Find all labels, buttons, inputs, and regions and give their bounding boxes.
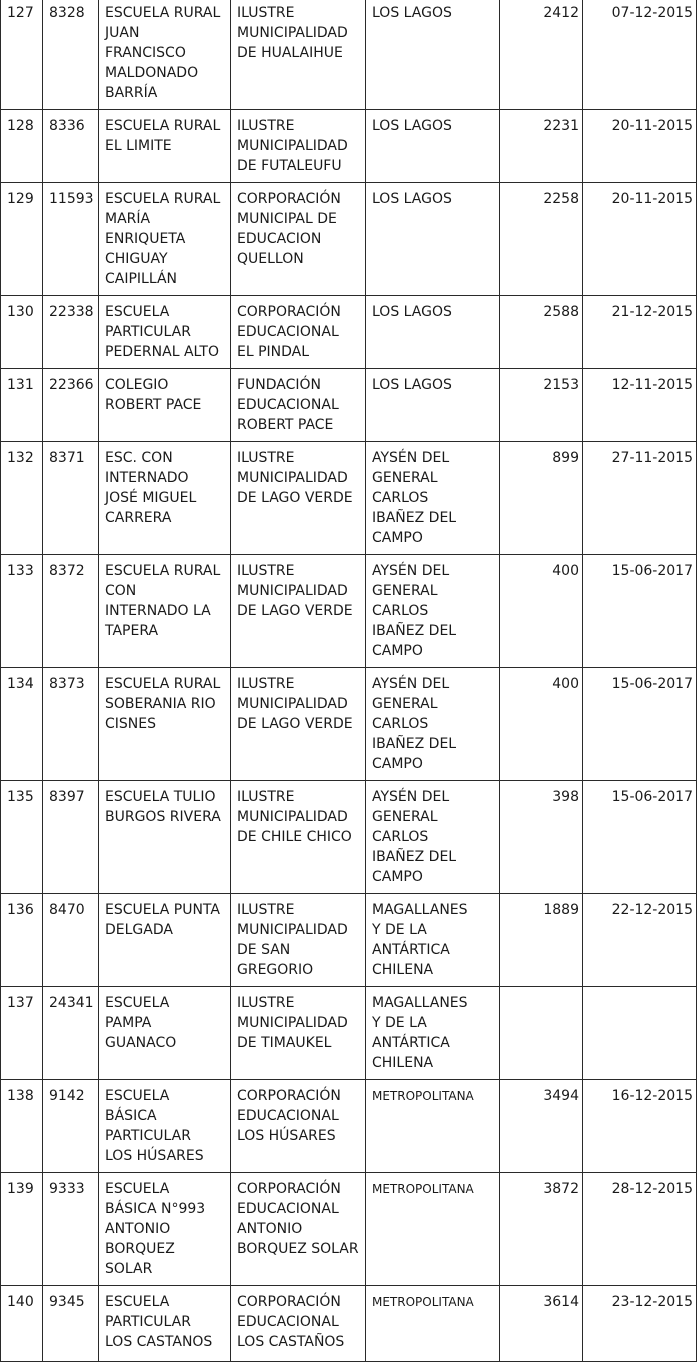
- date-cell: 15-06-2017: [583, 555, 697, 668]
- region-cell-line: ANTÁRTICA: [372, 942, 450, 958]
- owner-name-cell: [231, 668, 366, 781]
- region-cell-line: CHILENA: [372, 962, 434, 978]
- owner-name-cell-line: ILUSTRE: [237, 118, 295, 134]
- region-cell-line: CAMPO: [372, 643, 423, 659]
- table-row: [1, 296, 697, 369]
- date-cell: 20-11-2015: [583, 110, 697, 183]
- owner-name-cell: [231, 1286, 366, 1362]
- region-cell-line: IBAÑEZ DEL: [372, 849, 457, 865]
- rbd-code-cell: 8470: [43, 894, 99, 987]
- row-number-cell: 138: [1, 1080, 43, 1173]
- date-cell: 23-12-2015: [583, 1286, 697, 1362]
- region-cell: [366, 1286, 500, 1362]
- region-cell: [366, 0, 500, 110]
- row-number-cell: 132: [1, 442, 43, 555]
- owner-name-cell-line: CORPORACIÓN: [237, 191, 341, 207]
- table-row: [1, 0, 697, 110]
- school-name-cell-line: SOBERANIA RIO: [105, 696, 216, 712]
- region-cell: [366, 442, 500, 555]
- row-number-cell: 139: [1, 1173, 43, 1286]
- school-name-cell-line: JUAN: [105, 25, 140, 41]
- row-number-cell: 135: [1, 781, 43, 894]
- region-cell-line: LOS LAGOS: [372, 5, 452, 21]
- owner-name-cell-line: ILUSTRE: [237, 450, 295, 466]
- owner-name-cell-line: QUELLON: [237, 251, 304, 267]
- owner-name-cell-line: BORQUEZ SOLAR: [237, 1241, 359, 1257]
- table-row: [1, 1080, 697, 1173]
- school-name-cell-line: GUANACO: [105, 1035, 177, 1051]
- row-number-cell: 140: [1, 1286, 43, 1362]
- school-name-cell-line: ESCUELA RURAL: [105, 5, 221, 21]
- school-name-cell-line: BÁSICA N°993: [105, 1201, 206, 1217]
- school-name-cell: [99, 668, 231, 781]
- region-cell-line: CARLOS: [372, 603, 429, 619]
- owner-name-cell: [231, 183, 366, 296]
- school-name-cell-line: ESCUELA PUNTA: [105, 902, 220, 918]
- region-cell-line: GENERAL: [372, 583, 438, 599]
- owner-name-cell-line: MUNICIPAL DE: [237, 211, 337, 227]
- region-cell-line: IBAÑEZ DEL: [372, 623, 457, 639]
- region-cell-line: LOS LAGOS: [372, 118, 452, 134]
- date-cell: 12-11-2015: [583, 369, 697, 442]
- date-cell: [583, 987, 697, 1080]
- table-row: [1, 555, 697, 668]
- region-cell-line: GENERAL: [372, 696, 438, 712]
- enrollment-cell: 1889: [500, 894, 583, 987]
- owner-name-cell-line: DE LAGO VERDE: [237, 716, 353, 732]
- region-cell: [366, 555, 500, 668]
- region-cell-line: AYSÉN DEL: [372, 676, 450, 692]
- school-name-cell-line: BARRÍA: [105, 85, 158, 101]
- date-cell: 16-12-2015: [583, 1080, 697, 1173]
- school-name-cell-line: PEDERNAL ALTO: [105, 344, 219, 360]
- school-name-cell-line: INTERNADO LA: [105, 603, 211, 619]
- school-name-cell: [99, 894, 231, 987]
- owner-name-cell-line: GREGORIO: [237, 962, 314, 978]
- owner-name-cell-line: EDUCACIONAL: [237, 397, 339, 413]
- region-cell-line: ANTÁRTICA: [372, 1035, 450, 1051]
- region-cell-line: IBAÑEZ DEL: [372, 736, 457, 752]
- enrollment-cell: [500, 987, 583, 1080]
- rbd-code-cell: 11593: [43, 183, 99, 296]
- enrollment-cell: 2231: [500, 110, 583, 183]
- region-cell-line: IBAÑEZ DEL: [372, 510, 457, 526]
- region-cell-line: CAMPO: [372, 756, 423, 772]
- school-name-cell-line: LOS CASTANOS: [105, 1334, 213, 1350]
- region-cell-line: GENERAL: [372, 809, 438, 825]
- region-cell-line: CAMPO: [372, 530, 423, 546]
- enrollment-cell: 400: [500, 555, 583, 668]
- row-number-cell: 129: [1, 183, 43, 296]
- school-name-cell-line: INTERNADO: [105, 470, 189, 486]
- owner-name-cell: [231, 555, 366, 668]
- region-cell-line: CAMPO: [372, 869, 423, 885]
- rbd-code-cell: 8372: [43, 555, 99, 668]
- date-cell: 27-11-2015: [583, 442, 697, 555]
- region-cell: [366, 781, 500, 894]
- table-body: [1, 0, 697, 1362]
- row-number-cell: 128: [1, 110, 43, 183]
- school-name-cell-line: ESCUELA: [105, 304, 170, 320]
- region-cell: [366, 1173, 500, 1286]
- rbd-code-cell: 8371: [43, 442, 99, 555]
- region-cell: [366, 894, 500, 987]
- owner-name-cell: [231, 296, 366, 369]
- owner-name-cell-line: EDUCACIONAL: [237, 324, 339, 340]
- rbd-code-cell: 22338: [43, 296, 99, 369]
- school-name-cell-line: JOSÉ MIGUEL: [105, 490, 197, 506]
- owner-name-cell-line: EDUCACION: [237, 231, 322, 247]
- school-name-cell: [99, 369, 231, 442]
- region-cell-line: CARLOS: [372, 490, 429, 506]
- table-row: [1, 987, 697, 1080]
- region-cell: [366, 1080, 500, 1173]
- school-name-cell-line: MALDONADO: [105, 65, 199, 81]
- date-cell: 28-12-2015: [583, 1173, 697, 1286]
- date-cell: 21-12-2015: [583, 296, 697, 369]
- table-row: [1, 1173, 697, 1286]
- school-name-cell-line: COLEGIO: [105, 377, 169, 393]
- owner-name-cell: [231, 110, 366, 183]
- rbd-code-cell: 9142: [43, 1080, 99, 1173]
- row-number-cell: 131: [1, 369, 43, 442]
- school-name-cell: [99, 110, 231, 183]
- owner-name-cell-line: CORPORACIÓN: [237, 1088, 341, 1104]
- rbd-code-cell: 9345: [43, 1286, 99, 1362]
- enrollment-cell: 2153: [500, 369, 583, 442]
- row-number-cell: 127: [1, 0, 43, 110]
- region-cell-line: METROPOLITANA: [372, 1182, 474, 1196]
- row-number-cell: 136: [1, 894, 43, 987]
- owner-name-cell: [231, 0, 366, 110]
- table-row: [1, 1286, 697, 1362]
- school-name-cell-line: CISNES: [105, 716, 156, 732]
- owner-name-cell-line: EDUCACIONAL: [237, 1314, 339, 1330]
- owner-name-cell-line: ILUSTRE: [237, 676, 295, 692]
- owner-name-cell-line: ROBERT PACE: [237, 417, 334, 433]
- owner-name-cell-line: MUNICIPALIDAD: [237, 1015, 348, 1031]
- owner-name-cell: [231, 781, 366, 894]
- school-name-cell-line: ESCUELA RURAL: [105, 563, 221, 579]
- date-cell: 15-06-2017: [583, 668, 697, 781]
- owner-name-cell-line: DE CHILE CHICO: [237, 829, 352, 845]
- school-name-cell: [99, 1286, 231, 1362]
- enrollment-cell: 3872: [500, 1173, 583, 1286]
- owner-name-cell: [231, 987, 366, 1080]
- region-cell: [366, 369, 500, 442]
- rbd-code-cell: 8373: [43, 668, 99, 781]
- table-row: [1, 110, 697, 183]
- enrollment-cell: 2588: [500, 296, 583, 369]
- school-name-cell-line: CARRERA: [105, 510, 172, 526]
- region-cell-line: METROPOLITANA: [372, 1089, 474, 1103]
- school-name-cell-line: ESCUELA: [105, 995, 170, 1011]
- school-name-cell-line: ANTONIO: [105, 1221, 171, 1237]
- owner-name-cell: [231, 894, 366, 987]
- school-name-cell-line: BÁSICA: [105, 1108, 157, 1124]
- table-row: [1, 781, 697, 894]
- row-number-cell: 133: [1, 555, 43, 668]
- table-row: [1, 183, 697, 296]
- owner-name-cell-line: CORPORACIÓN: [237, 1181, 341, 1197]
- school-name-cell-line: ESCUELA: [105, 1181, 170, 1197]
- school-name-cell-line: CON: [105, 583, 137, 599]
- date-cell: 22-12-2015: [583, 894, 697, 987]
- region-cell-line: MAGALLANES: [372, 902, 468, 918]
- owner-name-cell-line: EDUCACIONAL: [237, 1201, 339, 1217]
- school-name-cell-line: ESCUELA: [105, 1294, 170, 1310]
- owner-name-cell-line: DE LAGO VERDE: [237, 490, 353, 506]
- school-name-cell-line: PARTICULAR: [105, 324, 191, 340]
- school-name-cell-line: CAIPILLÁN: [105, 271, 178, 287]
- enrollment-cell: 3614: [500, 1286, 583, 1362]
- school-name-cell-line: DELGADA: [105, 922, 173, 938]
- row-number-cell: 137: [1, 987, 43, 1080]
- region-cell-line: LOS LAGOS: [372, 377, 452, 393]
- school-name-cell-line: BORQUEZ: [105, 1241, 175, 1257]
- row-number-cell: 130: [1, 296, 43, 369]
- owner-name-cell-line: DE LAGO VERDE: [237, 603, 353, 619]
- school-name-cell-line: EL LIMITE: [105, 138, 172, 154]
- owner-name-cell-line: DE SAN: [237, 942, 291, 958]
- enrollment-cell: 3494: [500, 1080, 583, 1173]
- region-cell-line: CHILENA: [372, 1055, 434, 1071]
- region-cell: [366, 296, 500, 369]
- region-cell-line: AYSÉN DEL: [372, 563, 450, 579]
- owner-name-cell-line: MUNICIPALIDAD: [237, 922, 348, 938]
- school-name-cell: [99, 781, 231, 894]
- owner-name-cell-line: ILUSTRE: [237, 995, 295, 1011]
- region-cell-line: MAGALLANES: [372, 995, 468, 1011]
- rbd-code-cell: 8336: [43, 110, 99, 183]
- school-name-cell-line: PAMPA: [105, 1015, 152, 1031]
- owner-name-cell-line: MUNICIPALIDAD: [237, 470, 348, 486]
- school-name-cell: [99, 183, 231, 296]
- owner-name-cell-line: DE HUALAIHUE: [237, 45, 343, 61]
- school-name-cell-line: ESCUELA RURAL: [105, 191, 221, 207]
- school-name-cell-line: ESCUELA RURAL: [105, 676, 221, 692]
- rbd-code-cell: 8328: [43, 0, 99, 110]
- date-cell: 20-11-2015: [583, 183, 697, 296]
- enrollment-cell: 400: [500, 668, 583, 781]
- school-name-cell-line: BURGOS RIVERA: [105, 809, 221, 825]
- date-cell: 07-12-2015: [583, 0, 697, 110]
- owner-name-cell-line: MUNICIPALIDAD: [237, 583, 348, 599]
- rbd-code-cell: 24341: [43, 987, 99, 1080]
- owner-name-cell-line: ILUSTRE: [237, 789, 295, 805]
- school-name-cell-line: ESCUELA: [105, 1088, 170, 1104]
- table-row: [1, 369, 697, 442]
- owner-name-cell-line: MUNICIPALIDAD: [237, 25, 348, 41]
- region-cell-line: METROPOLITANA: [372, 1295, 474, 1309]
- rbd-code-cell: 8397: [43, 781, 99, 894]
- region-cell-line: Y DE LA: [372, 1015, 427, 1031]
- owner-name-cell-line: LOS CASTAÑOS: [237, 1334, 345, 1350]
- owner-name-cell-line: ILUSTRE: [237, 563, 295, 579]
- school-name-cell-line: MARÍA: [105, 211, 151, 227]
- owner-name-cell: [231, 1173, 366, 1286]
- owner-name-cell-line: MUNICIPALIDAD: [237, 809, 348, 825]
- owner-name-cell-line: LOS HÚSARES: [237, 1128, 336, 1144]
- region-cell: [366, 110, 500, 183]
- owner-name-cell-line: EL PINDAL: [237, 344, 310, 360]
- school-name-cell-line: ROBERT PACE: [105, 397, 202, 413]
- owner-name-cell-line: MUNICIPALIDAD: [237, 696, 348, 712]
- table-row: [1, 894, 697, 987]
- owner-name-cell-line: ILUSTRE: [237, 5, 295, 21]
- region-cell: [366, 668, 500, 781]
- region-cell-line: Y DE LA: [372, 922, 427, 938]
- school-name-cell: [99, 442, 231, 555]
- region-cell: [366, 183, 500, 296]
- school-name-cell: [99, 1080, 231, 1173]
- region-cell-line: LOS LAGOS: [372, 191, 452, 207]
- owner-name-cell: [231, 442, 366, 555]
- table-row: [1, 442, 697, 555]
- school-name-cell-line: PARTICULAR: [105, 1314, 191, 1330]
- school-name-cell: [99, 1173, 231, 1286]
- enrollment-cell: 2412: [500, 0, 583, 110]
- owner-name-cell-line: DE TIMAUKEL: [237, 1035, 332, 1051]
- owner-name-cell-line: DE FUTALEUFU: [237, 158, 342, 174]
- school-name-cell-line: ESCUELA TULIO: [105, 789, 216, 805]
- school-name-cell-line: CHIGUAY: [105, 251, 168, 267]
- school-name-cell-line: SOLAR: [105, 1261, 153, 1277]
- region-cell-line: LOS LAGOS: [372, 304, 452, 320]
- enrollment-cell: 398: [500, 781, 583, 894]
- owner-name-cell: [231, 1080, 366, 1173]
- school-name-cell-line: TAPERA: [105, 623, 159, 639]
- school-name-cell-line: ESCUELA RURAL: [105, 118, 221, 134]
- school-name-cell: [99, 0, 231, 110]
- school-name-cell-line: ESC. CON: [105, 450, 173, 466]
- school-name-cell-line: FRANCISCO: [105, 45, 186, 61]
- region-cell-line: AYSÉN DEL: [372, 789, 450, 805]
- school-name-cell-line: PARTICULAR: [105, 1128, 191, 1144]
- owner-name-cell-line: FUNDACIÓN: [237, 377, 322, 393]
- owner-name-cell-line: CORPORACIÓN: [237, 1294, 341, 1310]
- school-name-cell-line: LOS HÚSARES: [105, 1148, 204, 1164]
- owner-name-cell-line: EDUCACIONAL: [237, 1108, 339, 1124]
- owner-name-cell-line: CORPORACIÓN: [237, 304, 341, 320]
- date-cell: 15-06-2017: [583, 781, 697, 894]
- school-name-cell-line: ENRIQUETA: [105, 231, 186, 247]
- rbd-code-cell: 22366: [43, 369, 99, 442]
- owner-name-cell-line: MUNICIPALIDAD: [237, 138, 348, 154]
- owner-name-cell-line: ANTONIO: [237, 1221, 303, 1237]
- region-cell-line: AYSÉN DEL: [372, 450, 450, 466]
- enrollment-cell: 899: [500, 442, 583, 555]
- region-cell-line: CARLOS: [372, 716, 429, 732]
- school-name-cell: [99, 555, 231, 668]
- region-cell-line: CARLOS: [372, 829, 429, 845]
- region-cell: [366, 987, 500, 1080]
- region-cell-line: GENERAL: [372, 470, 438, 486]
- row-number-cell: 134: [1, 668, 43, 781]
- table-row: [1, 668, 697, 781]
- rbd-code-cell: 9333: [43, 1173, 99, 1286]
- school-name-cell: [99, 987, 231, 1080]
- enrollment-cell: 2258: [500, 183, 583, 296]
- owner-name-cell-line: ILUSTRE: [237, 902, 295, 918]
- school-name-cell: [99, 296, 231, 369]
- owner-name-cell: [231, 369, 366, 442]
